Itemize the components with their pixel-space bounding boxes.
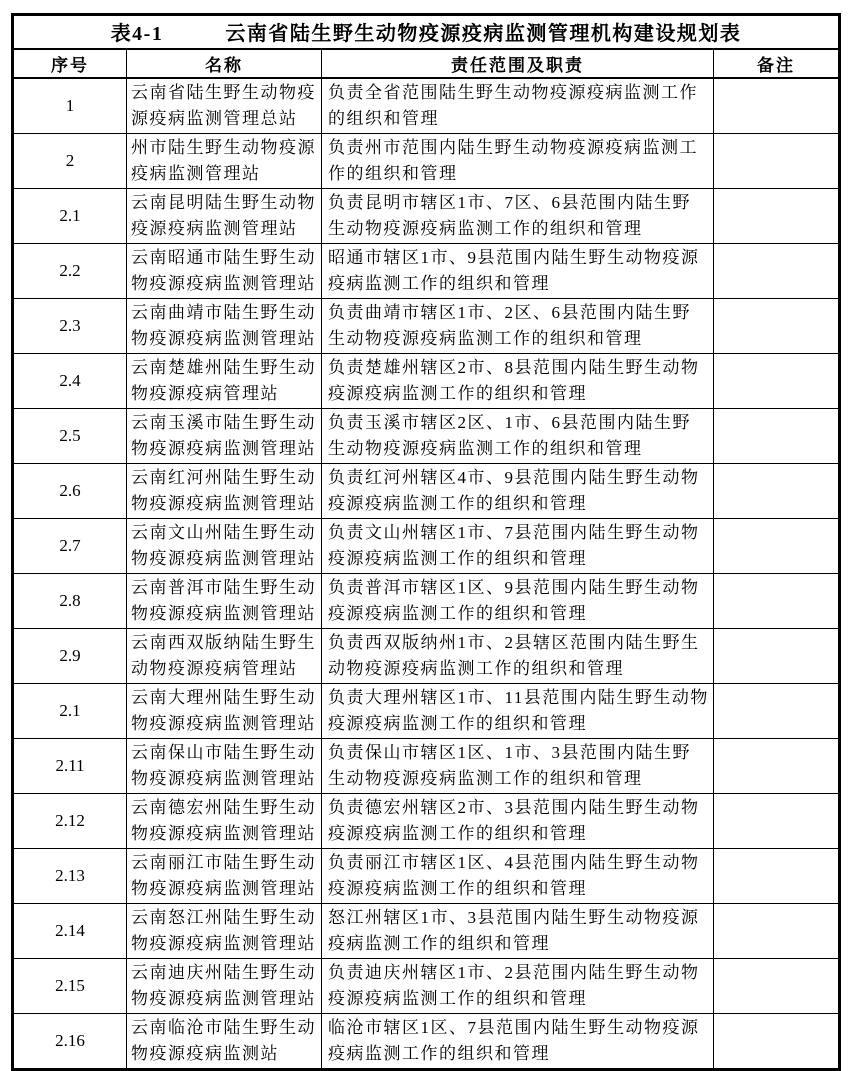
row-number-cell: 2.1 [13,684,127,739]
row-number-cell: 2.12 [13,794,127,849]
row-number-cell: 2.4 [13,354,127,409]
table-title [13,15,840,50]
header-cell-duty: 责任范围及职责 [322,49,714,78]
table-row [13,354,840,409]
note-cell [714,739,840,794]
table-row [13,739,840,794]
table-row [13,959,840,1014]
org-name-cell: 云南临沧市陆生野生动物疫源疫病监测站 [127,1014,322,1070]
row-number-cell: 2.13 [13,849,127,904]
duty-cell: 负责红河州辖区4市、9县范围内陆生野生动物疫源疫病监测工作的组织和管理 [322,464,714,519]
duty-cell: 临沧市辖区1区、7县范围内陆生野生动物疫源疫病监测工作的组织和管理 [322,1014,714,1070]
row-number-cell: 1 [13,78,127,134]
org-name-cell: 云南文山州陆生野生动物疫源疫病监测管理站 [127,519,322,574]
org-name-cell: 云南德宏州陆生野生动物疫源疫病监测管理站 [127,794,322,849]
duty-cell: 负责楚雄州辖区2市、8县范围内陆生野生动物疫源疫病监测工作的组织和管理 [322,354,714,409]
duty-cell: 负责州市范围内陆生野生动物疫源疫病监测工作的组织和管理 [322,134,714,189]
note-cell [714,1014,840,1070]
row-number-cell: 2.11 [13,739,127,794]
table-row [13,684,840,739]
org-name-cell: 州市陆生野生动物疫源疫病监测管理站 [127,134,322,189]
org-name-cell: 云南楚雄州陆生野生动物疫源疫病管理站 [127,354,322,409]
duty-cell: 负责文山州辖区1市、7县范围内陆生野生动物疫源疫病监测工作的组织和管理 [322,519,714,574]
table-row [13,409,840,464]
header-cell-note: 备注 [714,49,840,78]
org-name-cell: 云南昭通市陆生野生动物疫源疫病监测管理站 [127,244,322,299]
row-number-cell: 2.7 [13,519,127,574]
org-name-cell: 云南省陆生野生动物疫源疫病监测管理总站 [127,78,322,134]
table-title-row [13,15,840,50]
note-cell [714,904,840,959]
table-header-row [13,49,840,78]
table-row [13,1014,840,1070]
note-cell [714,134,840,189]
note-cell [714,244,840,299]
table-row [13,794,840,849]
org-name-cell: 云南西双版纳陆生野生动物疫源疫病管理站 [127,629,322,684]
table-body [13,78,840,1070]
row-number-cell: 2.16 [13,1014,127,1070]
row-number-cell: 2.8 [13,574,127,629]
org-name-cell: 云南迪庆州陆生野生动物疫源疫病监测管理站 [127,959,322,1014]
duty-cell: 负责西双版纳州1市、2县辖区范围内陆生野生动物疫源疫病监测工作的组织和管理 [322,629,714,684]
duty-cell: 负责曲靖市辖区1市、2区、6县范围内陆生野生动物疫源疫病监测工作的组织和管理 [322,299,714,354]
org-name-cell: 云南昆明陆生野生动物疫源疫病监测管理站 [127,189,322,244]
org-name-cell: 云南普洱市陆生野生动物疫源疫病监测管理站 [127,574,322,629]
note-cell [714,629,840,684]
duty-cell: 负责德宏州辖区2市、3县范围内陆生野生动物疫源疫病监测工作的组织和管理 [322,794,714,849]
org-name-cell: 云南曲靖市陆生野生动物疫源疫病监测管理站 [127,299,322,354]
row-number-cell: 2.3 [13,299,127,354]
table-row [13,189,840,244]
table-row [13,519,840,574]
duty-cell: 负责全省范围陆生野生动物疫源疫病监测工作的组织和管理 [322,78,714,134]
duty-cell: 负责丽江市辖区1区、4县范围内陆生野生动物疫源疫病监测工作的组织和管理 [322,849,714,904]
note-cell [714,78,840,134]
note-cell [714,959,840,1014]
note-cell [714,794,840,849]
table-row [13,78,840,134]
table-row [13,464,840,519]
table-row [13,134,840,189]
org-name-cell: 云南大理州陆生野生动物疫源疫病监测管理站 [127,684,322,739]
note-cell [714,519,840,574]
duty-cell: 昭通市辖区1市、9县范围内陆生野生动物疫源疫病监测工作的组织和管理 [322,244,714,299]
org-name-cell: 云南丽江市陆生野生动物疫源疫病监测管理站 [127,849,322,904]
table-row [13,574,840,629]
table-row [13,299,840,354]
org-name-cell: 云南玉溪市陆生野生动物疫源疫病监测管理站 [127,409,322,464]
row-number-cell: 2.14 [13,904,127,959]
note-cell [714,299,840,354]
duty-cell: 负责迪庆州辖区1市、2县范围内陆生野生动物疫源疫病监测工作的组织和管理 [322,959,714,1014]
header-cell-no: 序号 [13,49,127,78]
org-name-cell: 云南怒江州陆生野生动物疫源疫病监测管理站 [127,904,322,959]
table-row [13,244,840,299]
row-number-cell: 2.1 [13,189,127,244]
table-row [13,904,840,959]
note-cell [714,574,840,629]
row-number-cell: 2.2 [13,244,127,299]
row-number-cell: 2.5 [13,409,127,464]
duty-cell: 负责玉溪市辖区2区、1市、6县范围内陆生野生动物疫源疫病监测工作的组织和管理 [322,409,714,464]
row-number-cell: 2.9 [13,629,127,684]
table-row [13,849,840,904]
note-cell [714,464,840,519]
row-number-cell: 2 [13,134,127,189]
note-cell [714,409,840,464]
table-row [13,629,840,684]
duty-cell: 负责普洱市辖区1区、9县范围内陆生野生动物疫源疫病监测工作的组织和管理 [322,574,714,629]
planning-table [11,13,841,1071]
duty-cell: 负责大理州辖区1市、11县范围内陆生野生动物疫源疫病监测工作的组织和管理 [322,684,714,739]
note-cell [714,684,840,739]
table-title-text: 云南省陆生野生动物疫源疫病监测管理机构建设规划表 [225,23,742,45]
row-number-cell: 2.15 [13,959,127,1014]
duty-cell: 怒江州辖区1市、3县范围内陆生野生动物疫源疫病监测工作的组织和管理 [322,904,714,959]
row-number-cell: 2.6 [13,464,127,519]
duty-cell: 负责保山市辖区1区、1市、3县范围内陆生野生动物疫源疫病监测工作的组织和管理 [322,739,714,794]
org-name-cell: 云南红河州陆生野生动物疫源疫病监测管理站 [127,464,322,519]
org-name-cell: 云南保山市陆生野生动物疫源疫病监测管理站 [127,739,322,794]
duty-cell: 负责昆明市辖区1市、7区、6县范围内陆生野生动物疫源疫病监测工作的组织和管理 [322,189,714,244]
note-cell [714,849,840,904]
table-title-number: 表4-1 [110,23,164,45]
header-cell-name: 名称 [127,49,322,78]
note-cell [714,354,840,409]
note-cell [714,189,840,244]
